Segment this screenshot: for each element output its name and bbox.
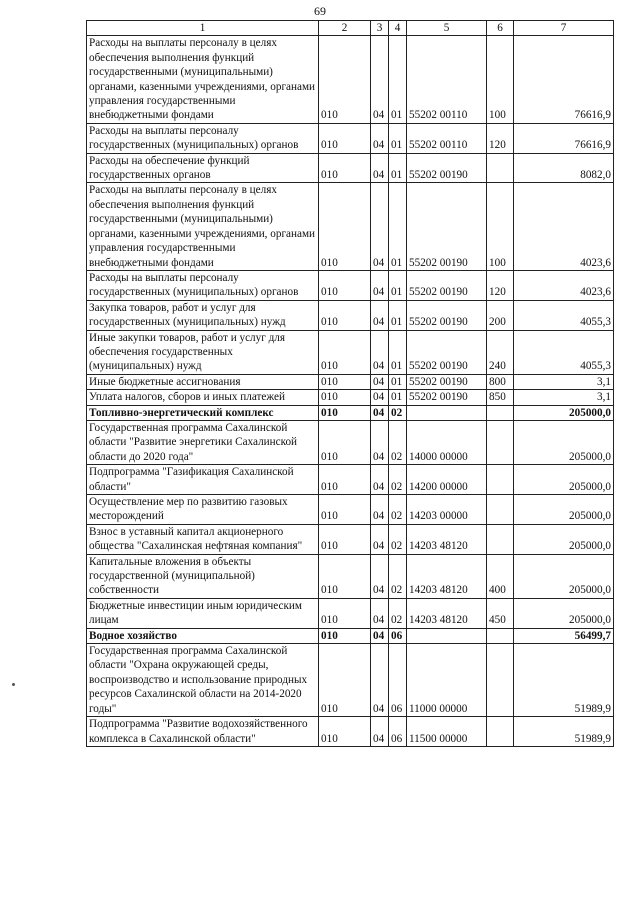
row-section-cell: 04 — [371, 405, 389, 420]
row-name-cell: Государственная программа Сахалинской области "Охрана окружающей среды, воспроизводство и использование природных ресурсов Сахалинской области на 2014-2020 годы" — [87, 644, 319, 717]
row-target-cell: 55202 00190 — [407, 270, 487, 300]
row-subsection-cell: 01 — [389, 123, 407, 153]
row-type-cell: 800 — [487, 374, 514, 389]
header-col-7: 7 — [514, 21, 614, 36]
row-amount-cell: 205000,0 — [514, 598, 614, 628]
row-subsection-cell: 01 — [389, 300, 407, 330]
row-subsection-cell: 02 — [389, 420, 407, 464]
row-code-cell: 010 — [319, 183, 371, 270]
row-name-cell: Расходы на выплаты персоналу государственных (муниципальных) органов — [87, 123, 319, 153]
row-name-cell: Топливно-энергетический комплекс — [87, 405, 319, 420]
row-subsection-cell: 02 — [389, 554, 407, 598]
table-header-row — [87, 21, 614, 36]
row-section-cell: 04 — [371, 420, 389, 464]
budget-table — [86, 20, 614, 747]
row-type-cell: 120 — [487, 270, 514, 300]
row-name-cell: Взнос в уставный капитал акционерного общества "Сахалинская нефтяная компания" — [87, 524, 319, 554]
row-code-cell: 010 — [319, 153, 371, 183]
row-type-cell: 850 — [487, 390, 514, 405]
row-amount-cell: 76616,9 — [514, 123, 614, 153]
row-type-cell — [487, 717, 514, 747]
row-target-cell: 55202 00110 — [407, 36, 487, 123]
table-row — [87, 495, 614, 525]
table-row — [87, 420, 614, 464]
row-amount-cell: 56499,7 — [514, 628, 614, 643]
table-row — [87, 183, 614, 270]
row-target-cell: 14203 48120 — [407, 598, 487, 628]
row-amount-cell: 3,1 — [514, 390, 614, 405]
row-code-cell: 010 — [319, 465, 371, 495]
row-subsection-cell: 02 — [389, 524, 407, 554]
row-name-cell: Иные бюджетные ассигнования — [87, 374, 319, 389]
row-code-cell: 010 — [319, 390, 371, 405]
row-target-cell: 14203 48120 — [407, 524, 487, 554]
row-target-cell: 14000 00000 — [407, 420, 487, 464]
header-col-6: 6 — [487, 21, 514, 36]
row-name-cell: Расходы на выплаты персоналу государственных (муниципальных) органов — [87, 270, 319, 300]
row-target-cell: 55202 00110 — [407, 123, 487, 153]
row-subsection-cell: 02 — [389, 465, 407, 495]
header-col-1: 1 — [87, 21, 319, 36]
row-amount-cell: 205000,0 — [514, 405, 614, 420]
row-subsection-cell: 06 — [389, 628, 407, 643]
row-amount-cell: 4055,3 — [514, 300, 614, 330]
row-subsection-cell: 02 — [389, 405, 407, 420]
header-col-5: 5 — [407, 21, 487, 36]
row-name-cell: Подпрограмма "Развитие водохозяйственного комплекса в Сахалинской области" — [87, 717, 319, 747]
row-target-cell: 55202 00190 — [407, 374, 487, 389]
row-amount-cell: 205000,0 — [514, 524, 614, 554]
row-subsection-cell: 01 — [389, 330, 407, 374]
row-type-cell — [487, 405, 514, 420]
row-type-cell: 100 — [487, 36, 514, 123]
row-type-cell — [487, 420, 514, 464]
row-name-cell: Расходы на выплаты персоналу в целях обеспечения выполнения функций государственными (муниципальными) органами, казенными учреждениями, органами управления государственными внебюджетными фондами — [87, 183, 319, 270]
row-section-cell: 04 — [371, 554, 389, 598]
row-target-cell — [407, 628, 487, 643]
table-row — [87, 36, 614, 123]
row-type-cell — [487, 644, 514, 717]
row-name-cell: Расходы на обеспечение функций государственных органов — [87, 153, 319, 183]
row-target-cell: 14200 00000 — [407, 465, 487, 495]
row-section-cell: 04 — [371, 598, 389, 628]
row-section-cell: 04 — [371, 374, 389, 389]
row-code-cell: 010 — [319, 36, 371, 123]
row-type-cell — [487, 495, 514, 525]
row-target-cell: 14203 00000 — [407, 495, 487, 525]
row-code-cell: 010 — [319, 717, 371, 747]
row-code-cell: 010 — [319, 123, 371, 153]
table-row — [87, 153, 614, 183]
row-amount-cell: 51989,9 — [514, 644, 614, 717]
row-type-cell — [487, 153, 514, 183]
row-code-cell: 010 — [319, 270, 371, 300]
row-subsection-cell: 01 — [389, 36, 407, 123]
row-code-cell: 010 — [319, 374, 371, 389]
row-section-cell: 04 — [371, 36, 389, 123]
row-name-cell: Осуществление мер по развитию газовых месторождений — [87, 495, 319, 525]
row-code-cell: 010 — [319, 628, 371, 643]
row-name-cell: Иные закупки товаров, работ и услуг для обеспечения государственных (муниципальных) нужд — [87, 330, 319, 374]
table-row — [87, 717, 614, 747]
row-amount-cell: 205000,0 — [514, 554, 614, 598]
row-name-cell: Бюджетные инвестиции иным юридическим лицам — [87, 598, 319, 628]
row-code-cell: 010 — [319, 420, 371, 464]
row-name-cell: Водное хозяйство — [87, 628, 319, 643]
header-col-2: 2 — [319, 21, 371, 36]
row-subsection-cell: 01 — [389, 183, 407, 270]
row-target-cell: 55202 00190 — [407, 330, 487, 374]
row-type-cell: 450 — [487, 598, 514, 628]
table-row — [87, 524, 614, 554]
row-section-cell: 04 — [371, 123, 389, 153]
row-name-cell: Государственная программа Сахалинской области "Развитие энергетики Сахалинской области до 2020 года" — [87, 420, 319, 464]
row-target-cell: 55202 00190 — [407, 300, 487, 330]
row-subsection-cell: 06 — [389, 644, 407, 717]
row-subsection-cell: 01 — [389, 374, 407, 389]
row-code-cell: 010 — [319, 300, 371, 330]
table-row — [87, 554, 614, 598]
row-section-cell: 04 — [371, 390, 389, 405]
row-target-cell: 14203 48120 — [407, 554, 487, 598]
row-type-cell: 200 — [487, 300, 514, 330]
row-section-cell: 04 — [371, 270, 389, 300]
row-target-cell: 11500 00000 — [407, 717, 487, 747]
row-name-cell: Подпрограмма "Газификация Сахалинской области" — [87, 465, 319, 495]
row-code-cell: 010 — [319, 598, 371, 628]
row-amount-cell: 76616,9 — [514, 36, 614, 123]
table-row — [87, 374, 614, 389]
row-amount-cell: 205000,0 — [514, 465, 614, 495]
row-subsection-cell: 01 — [389, 153, 407, 183]
row-section-cell: 04 — [371, 153, 389, 183]
table-row — [87, 644, 614, 717]
table-row — [87, 270, 614, 300]
row-code-cell: 010 — [319, 330, 371, 374]
row-subsection-cell: 06 — [389, 717, 407, 747]
page-number: 69 — [314, 4, 326, 18]
row-section-cell: 04 — [371, 628, 389, 643]
row-subsection-cell: 01 — [389, 390, 407, 405]
table-row — [87, 300, 614, 330]
row-amount-cell: 4023,6 — [514, 183, 614, 270]
row-name-cell: Расходы на выплаты персоналу в целях обеспечения выполнения функций государственными (муниципальными) органами, казенными учреждениями, органами управления государственными внебюджетными фондами — [87, 36, 319, 123]
table-row — [87, 598, 614, 628]
row-section-cell: 04 — [371, 495, 389, 525]
row-target-cell: 55202 00190 — [407, 153, 487, 183]
header-col-4: 4 — [389, 21, 407, 36]
row-code-cell: 010 — [319, 524, 371, 554]
row-target-cell: 55202 00190 — [407, 183, 487, 270]
table-row — [87, 405, 614, 420]
row-code-cell: 010 — [319, 554, 371, 598]
row-code-cell: 010 — [319, 495, 371, 525]
row-section-cell: 04 — [371, 300, 389, 330]
row-subsection-cell: 01 — [389, 270, 407, 300]
row-type-cell — [487, 628, 514, 643]
row-amount-cell: 4055,3 — [514, 330, 614, 374]
row-amount-cell: 4023,6 — [514, 270, 614, 300]
row-name-cell: Уплата налогов, сборов и иных платежей — [87, 390, 319, 405]
table-row — [87, 465, 614, 495]
row-amount-cell: 8082,0 — [514, 153, 614, 183]
row-target-cell: 11000 00000 — [407, 644, 487, 717]
row-section-cell: 04 — [371, 717, 389, 747]
row-amount-cell: 3,1 — [514, 374, 614, 389]
table-row — [87, 390, 614, 405]
row-amount-cell: 205000,0 — [514, 420, 614, 464]
header-col-3: 3 — [371, 21, 389, 36]
row-type-cell: 240 — [487, 330, 514, 374]
row-section-cell: 04 — [371, 183, 389, 270]
row-amount-cell: 205000,0 — [514, 495, 614, 525]
row-target-cell: 55202 00190 — [407, 390, 487, 405]
row-type-cell: 120 — [487, 123, 514, 153]
row-type-cell — [487, 465, 514, 495]
row-type-cell: 100 — [487, 183, 514, 270]
row-section-cell: 04 — [371, 644, 389, 717]
table-row — [87, 628, 614, 643]
row-type-cell — [487, 524, 514, 554]
row-section-cell: 04 — [371, 524, 389, 554]
row-subsection-cell: 02 — [389, 495, 407, 525]
row-subsection-cell: 02 — [389, 598, 407, 628]
row-code-cell: 010 — [319, 405, 371, 420]
table-row — [87, 330, 614, 374]
row-target-cell — [407, 405, 487, 420]
row-type-cell: 400 — [487, 554, 514, 598]
row-section-cell: 04 — [371, 330, 389, 374]
table-row — [87, 123, 614, 153]
row-amount-cell: 51989,9 — [514, 717, 614, 747]
row-name-cell: Капитальные вложения в объекты государственной (муниципальной) собственности — [87, 554, 319, 598]
scan-speck — [12, 683, 15, 686]
row-name-cell: Закупка товаров, работ и услуг для государственных (муниципальных) нужд — [87, 300, 319, 330]
row-code-cell: 010 — [319, 644, 371, 717]
row-section-cell: 04 — [371, 465, 389, 495]
